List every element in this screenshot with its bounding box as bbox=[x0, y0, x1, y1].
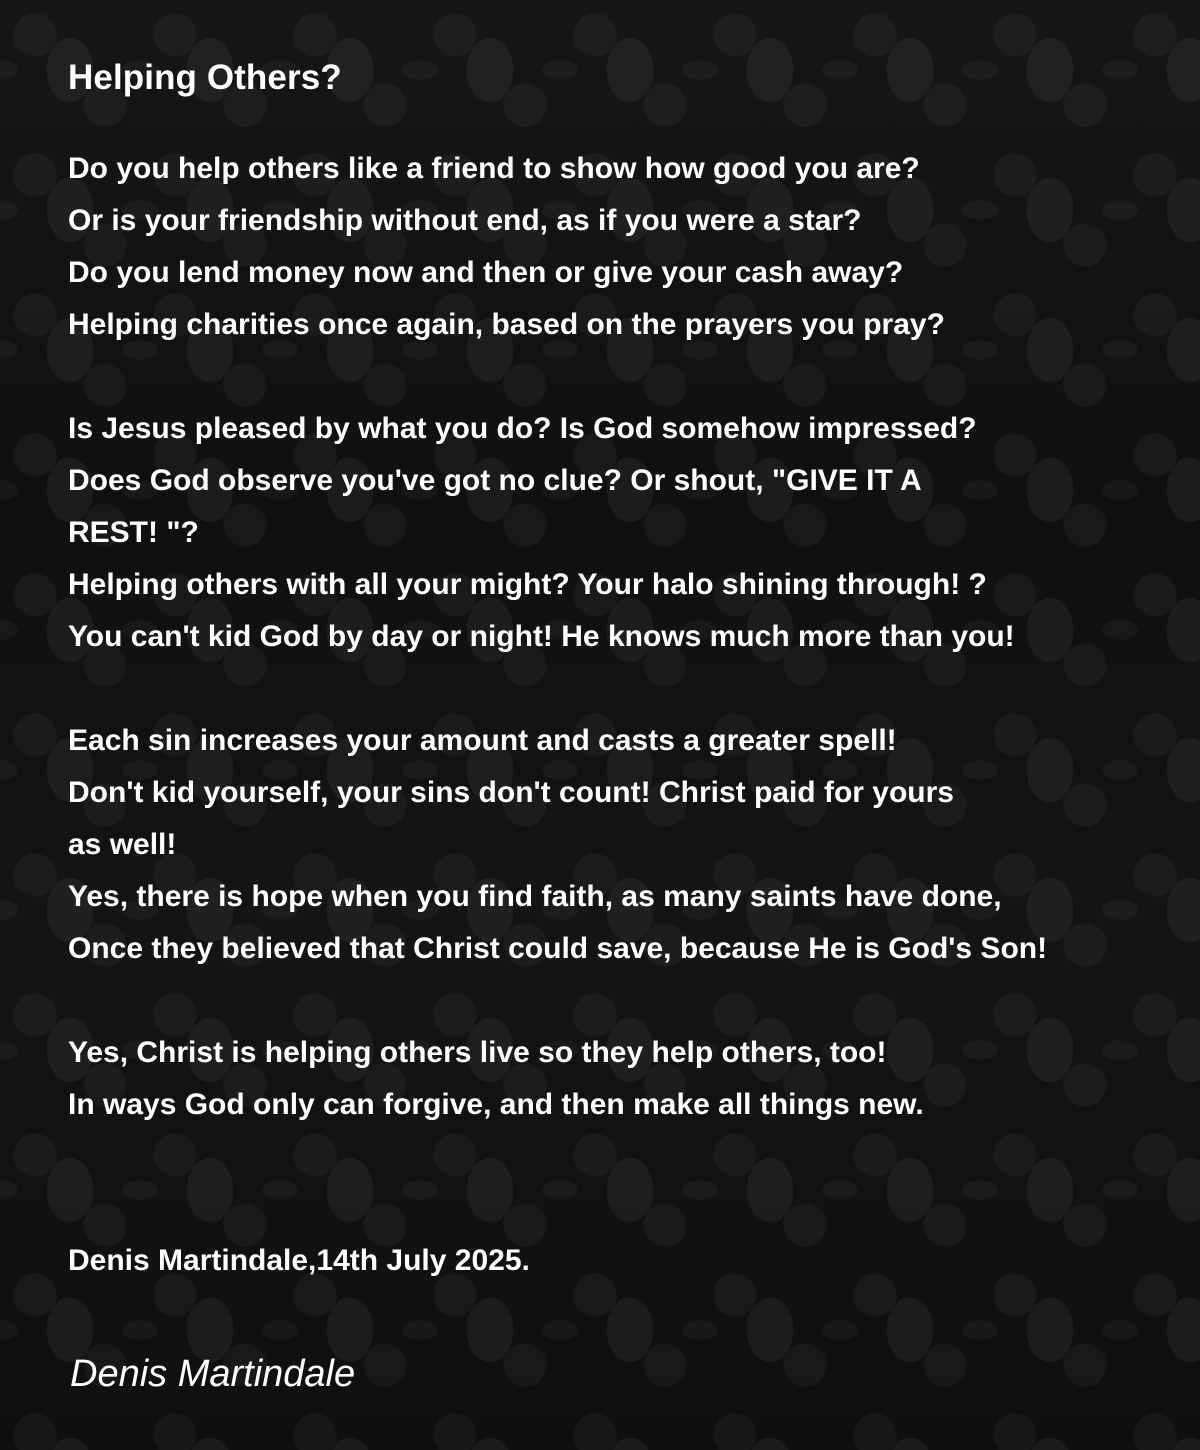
poem-line: Each sin increases your amount and casts a greater spell! bbox=[68, 724, 897, 757]
stanza-1 bbox=[68, 143, 1148, 351]
author-signature: Denis Martindale bbox=[70, 1353, 356, 1395]
stanza-4 bbox=[68, 1027, 1148, 1131]
poem-line: Once they believed that Christ could save, because He is God's Son! bbox=[68, 932, 1048, 965]
poem-line: Helping charities once again, based on the prayers you pray? bbox=[68, 308, 945, 341]
poem-line: Is Jesus pleased by what you do? Is God somehow impressed? bbox=[68, 412, 977, 445]
poem-line: Yes, Christ is helping others live so they help others, too! bbox=[68, 1036, 887, 1069]
poem-card bbox=[68, 52, 1148, 1287]
poem-line: as well! bbox=[68, 828, 177, 861]
poem-line: Do you lend money now and then or give your cash away? bbox=[68, 256, 904, 289]
poem-line: Or is your friendship without end, as if you were a star? bbox=[68, 204, 862, 237]
poem-line: Don't kid yourself, your sins don't count! Christ paid for yours bbox=[68, 776, 954, 809]
stanza-3 bbox=[68, 715, 1148, 975]
poem-line: You can't kid God by day or night! He knows much more than you! bbox=[68, 620, 1015, 653]
poem-body bbox=[68, 143, 1148, 1131]
signoff-date-line: Denis Martindale,14th July 2025. bbox=[68, 1244, 530, 1277]
poem-title: Helping Others? bbox=[68, 58, 342, 97]
poem-line: Does God observe you've got no clue? Or shout, "GIVE IT A bbox=[68, 464, 922, 497]
poem-line: Yes, there is hope when you find faith, as many saints have done, bbox=[68, 880, 1002, 913]
poem-line: Do you help others like a friend to show how good you are? bbox=[68, 152, 920, 185]
stanza-2 bbox=[68, 403, 1148, 663]
poem-line: Helping others with all your might? Your halo shining through! ? bbox=[68, 568, 987, 601]
poem-line: REST! "? bbox=[68, 516, 199, 549]
poem-line: In ways God only can forgive, and then make all things new. bbox=[68, 1088, 924, 1121]
